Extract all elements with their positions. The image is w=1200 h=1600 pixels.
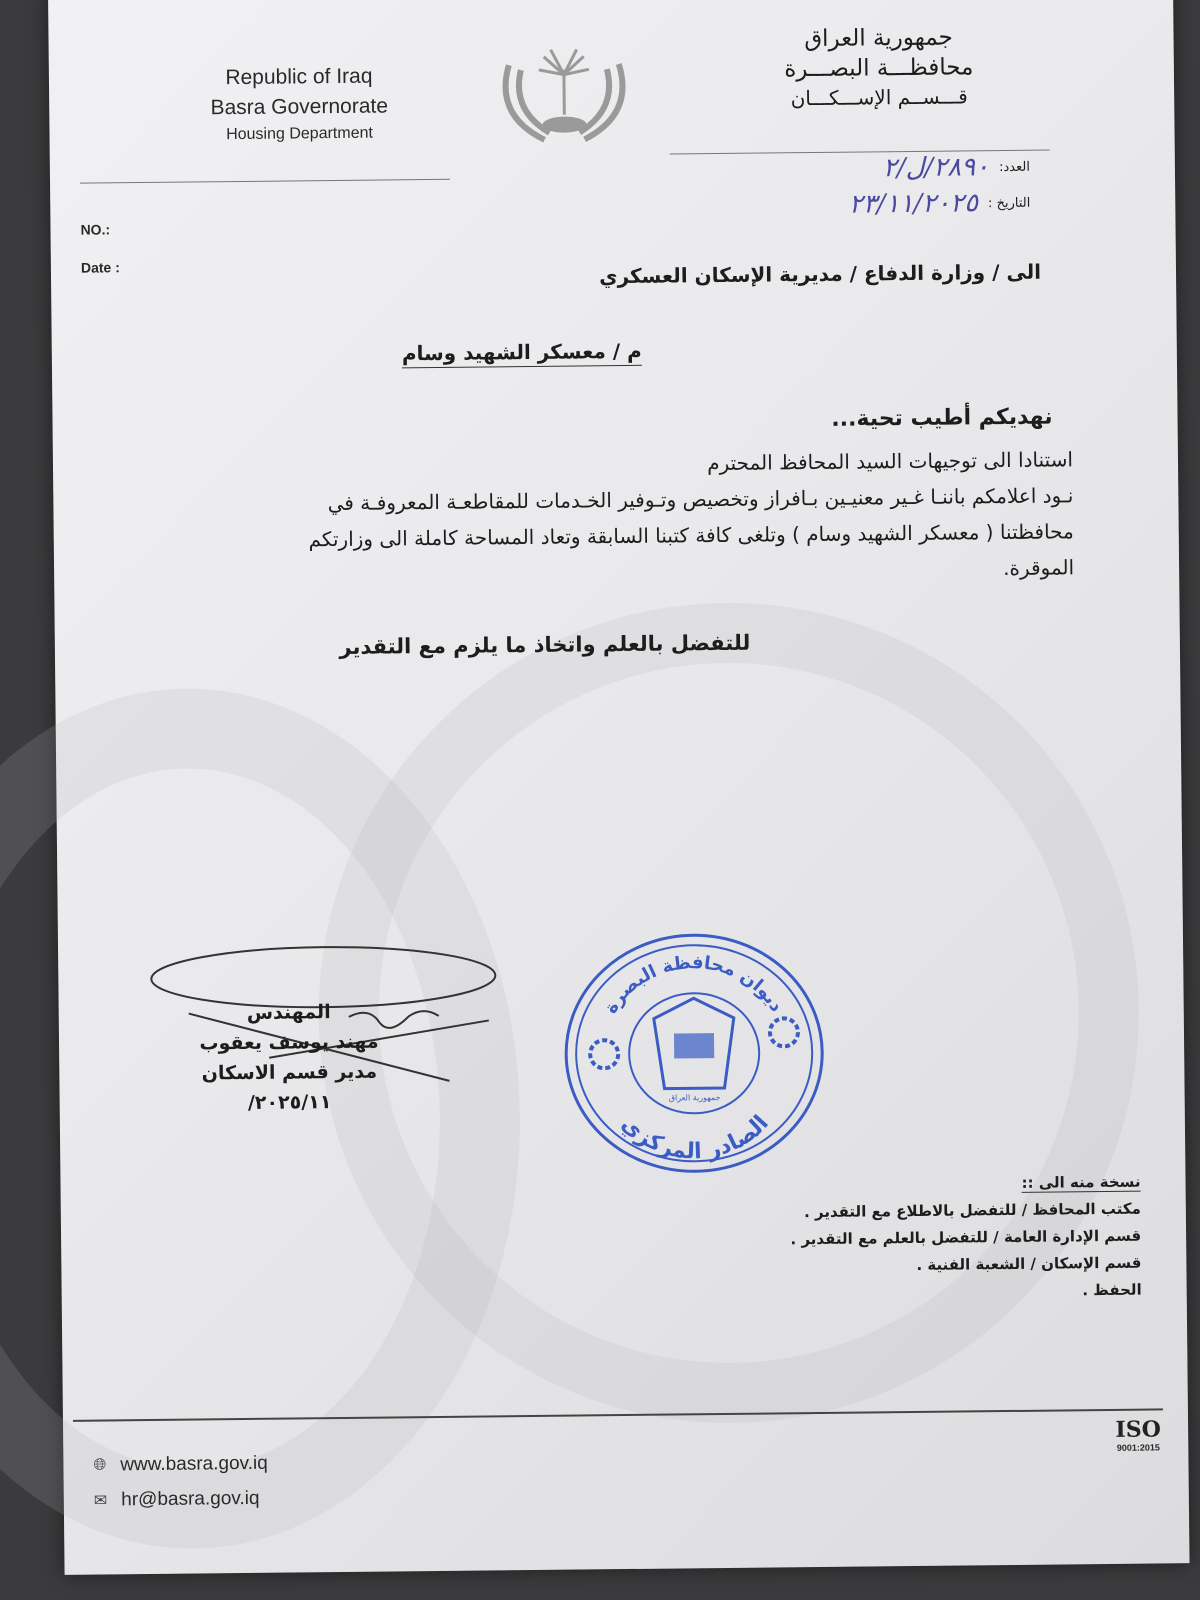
cc-item: مكتب المحافظ / للتفضل بالاطلاع مع التقدير . xyxy=(803,1199,1141,1222)
stamp-top-text: ديوان محافظة البصرة xyxy=(600,952,788,1018)
body-line: محافظتنا ( معسكر الشهيد وسام ) وتلغى كافة كتبنا السابقة وتعاد المساحة كاملة الى وزارتكم xyxy=(308,519,1074,552)
ar-number xyxy=(730,152,1030,185)
footer-email xyxy=(94,1488,260,1512)
header-en-line1: Republic of Iraq xyxy=(225,64,373,90)
letter-body xyxy=(73,441,1074,595)
cc-list xyxy=(760,1169,1141,1308)
body-line: استنادا الى توجيهات السيد المحافظ المحترم xyxy=(707,447,1074,476)
cc-title xyxy=(760,1169,1140,1200)
header-en xyxy=(149,64,450,145)
header-en-line3: Housing Department xyxy=(226,124,373,144)
website-link[interactable]: www.basra.gov.iq xyxy=(120,1452,268,1476)
signatory-name: مهند يوسف يعقوب xyxy=(199,1030,379,1055)
closing: للتفضل بالعلم واتخاذ ما يلزم مع التقدير xyxy=(339,630,751,659)
ar-date xyxy=(710,188,1030,221)
signatory-position: مدير قسم الاسكان xyxy=(201,1060,378,1085)
signature-block xyxy=(169,996,410,1119)
ar-number-label: العدد: xyxy=(998,159,1030,175)
envelope-icon: ✉ xyxy=(93,1492,108,1510)
email-link[interactable]: hr@basra.gov.iq xyxy=(121,1487,260,1511)
iso-logo: ISO xyxy=(1115,1416,1161,1443)
footer-website xyxy=(93,1453,268,1477)
stamp-bottom-text: الصادر المركزي xyxy=(616,1110,774,1165)
header-divider-left xyxy=(80,179,450,184)
header-ar-line1: جمهورية العراق xyxy=(804,24,953,53)
subject-text: م / معسكر الشهيد وسام xyxy=(402,339,642,369)
ar-date-label: التاريخ : xyxy=(987,195,1031,211)
iso-standard: 9001:2015 xyxy=(1116,1442,1160,1453)
no-label: NO.: xyxy=(80,221,111,238)
stamp-emblem-text: جمهورية العراق xyxy=(668,1093,721,1103)
official-stamp xyxy=(558,927,831,1180)
cc-item: قسم الإسكان / الشعبة الفنية . xyxy=(916,1253,1142,1274)
header-ar-line2: محافظـــة البصـــرة xyxy=(784,54,974,83)
iso-badge xyxy=(1108,1416,1168,1453)
header-ar xyxy=(728,24,1029,111)
date-label: Date : xyxy=(80,259,120,276)
greeting: نهديكم أطيب تحية... xyxy=(831,404,1053,432)
header-en-line2: Basra Governorate xyxy=(210,94,389,120)
cc-item: الحفظ . xyxy=(1082,1280,1142,1300)
globe-icon: 🌐︎ xyxy=(93,1456,107,1474)
cc-title-text: نسخة منه الى :: xyxy=(1021,1172,1141,1192)
header-ar-line3: قـــســم الإســـكـــان xyxy=(790,84,968,111)
recipient: الى / وزارة الدفاع / مديرية الإسكان العسكري xyxy=(599,259,1042,289)
ar-date-value: ٢٣/١١/٢٠٢٥ xyxy=(848,188,979,220)
body-line: نـود اعلامكم باننـا غـير معنيـين بـافراز وتخصيص وتـوفير الخـدمات للمقاطعـة المعروفـة في xyxy=(327,483,1074,516)
ar-number-value: ٢٨٩٠/ل/٢ xyxy=(882,152,990,184)
basra-logo xyxy=(489,44,640,160)
letter-page xyxy=(48,0,1190,1575)
signature-date: ٢٠٢٥/١١/ xyxy=(247,1091,332,1114)
cc-item: قسم الإدارة العامة / للتفضل بالعلم مع التقدير . xyxy=(790,1226,1142,1249)
signatory-title: المهندس xyxy=(246,1001,331,1024)
subject xyxy=(352,338,692,366)
body-line: الموقرة. xyxy=(1002,555,1075,581)
